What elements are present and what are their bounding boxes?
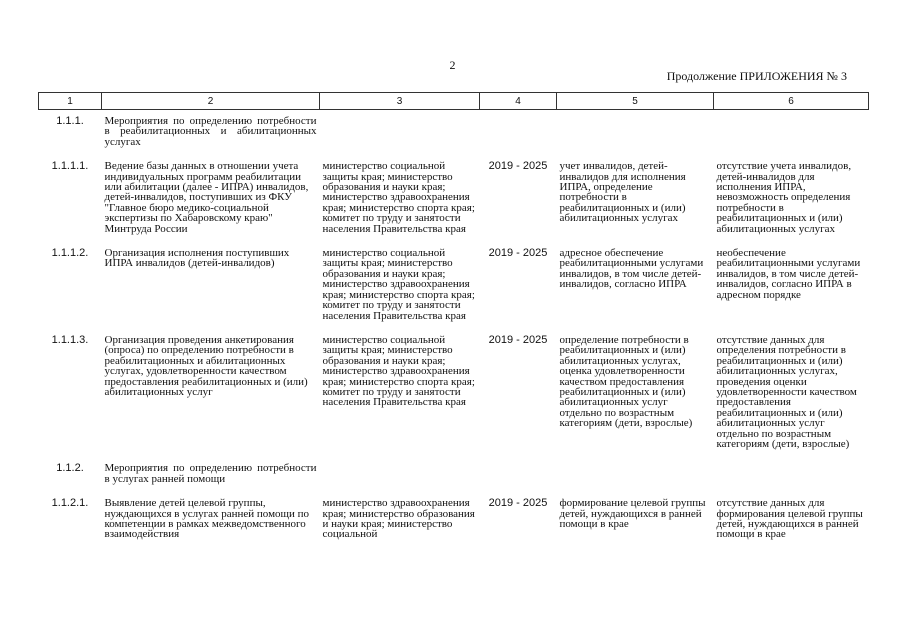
measure-title: Организация проведения анкетирования (опроса) по определению потребности в реабилитационных и абилитационных услугах, удовлетворенности качеством предоставления реабилитационных и (или) абилитационных услуг xyxy=(104,333,308,398)
appendix-continuation: Продолжение ПРИЛОЖЕНИЯ № 3 xyxy=(666,69,847,83)
row-number: 1.1.2. xyxy=(56,462,84,475)
expected-result: учет инвалидов, детей-инвалидов для исполнения ИПРА, определение потребности в реабилитационных и (или) абилитационных услугах xyxy=(559,160,686,225)
consequence: отсутствие учета инвалидов, детей-инвалидов для исполнения ИПРА, невозможность определения потребности в реабилитационных и (или) абилитационных услугах xyxy=(716,160,852,235)
column-header: 5 xyxy=(557,93,714,110)
table-header-row xyxy=(39,93,869,110)
expected-result xyxy=(557,110,714,162)
table-row xyxy=(39,498,869,554)
measures-table xyxy=(38,92,869,554)
row-number: 1.1.1.3. xyxy=(51,333,89,346)
row-number: 1.1.1.2. xyxy=(51,247,89,260)
period: 2019 - 2025 xyxy=(488,160,548,173)
table-row xyxy=(39,463,869,498)
column-header: 1 xyxy=(39,93,102,110)
measure-title: Ведение базы данных в отношении учета индивидуальных программ реабилитации или абилитации (далее - ИПРА) инвалидов, детей-инвалидов, поступивших из ФКУ "Главное бюро медико-социальной экспертизы по Хабаровскому краю" Минтруда России xyxy=(104,160,309,235)
column-header: 3 xyxy=(320,93,480,110)
expected-result: адресное обеспечение реабилитационными услугами инвалидов, в том числе детей-инвалидов, согласно ИПРА xyxy=(559,247,704,291)
row-number: 1.1.2.1. xyxy=(51,497,89,510)
period xyxy=(480,110,557,162)
period: 2019 - 2025 xyxy=(488,497,548,510)
period: 2019 - 2025 xyxy=(488,333,548,346)
table-row xyxy=(39,161,869,248)
table-row xyxy=(39,110,869,162)
table-row xyxy=(39,335,869,463)
executor: министерство социальной защиты края; министерство образования и науки края; министерство здравоохранения края; министерство спорта края; комитет по труду и занятости населения Правительства края xyxy=(322,160,475,235)
measure-title: Выявление детей целевой группы, нуждающихся в услугах ранней помощи по компетенции в рамках межведомственного взаимодействия xyxy=(104,497,310,541)
page-number: 2 xyxy=(449,58,456,72)
column-header: 6 xyxy=(714,93,869,110)
executor: министерство здравоохранения края; министерство образования и науки края; министерство социальной xyxy=(322,497,475,541)
consequence xyxy=(714,110,869,162)
executor: министерство социальной защиты края; министерство образования и науки края; министерство здравоохранения края; министерство спорта края; комитет по труду и занятости населения Правительства края xyxy=(322,333,475,409)
column-header: 4 xyxy=(480,93,557,110)
consequence: отсутствие данных для формирования целевой группы детей, нуждающихся в ранней помощи в крае xyxy=(716,497,863,541)
expected-result: определение потребности в реабилитационных и (или) абилитационных услугах, оценка удовлетворенности качеством предоставления реабилитационных и (или) абилитационных услуг отдельно по возрастным категориям (дети, взрослые) xyxy=(559,333,693,430)
expected-result: формирование целевой группы детей, нуждающихся в ранней помощи в крае xyxy=(559,497,706,530)
row-number: 1.1.1. xyxy=(56,115,84,127)
table-row xyxy=(39,248,869,335)
consequence xyxy=(714,463,869,498)
row-number: 1.1.1.1. xyxy=(51,160,89,173)
column-header: 2 xyxy=(102,93,320,110)
measure-title: Мероприятия по определению потребности в услугах ранней помощи xyxy=(104,462,317,485)
consequence: необеспечение реабилитационными услугами инвалидов, в том числе детей-инвалидов, согласно ИПРА в адресном порядке xyxy=(716,247,861,301)
period: 2019 - 2025 xyxy=(488,247,548,260)
executor: министерство социальной защиты края; министерство образования и науки края; министерство здравоохранения края; министерство спорта края; комитет по труду и занятости населения Правительства края xyxy=(322,247,475,322)
measure-title: Организация исполнения поступивших ИПРА инвалидов (детей-инвалидов) xyxy=(104,247,290,270)
expected-result xyxy=(557,463,714,498)
period xyxy=(480,463,557,498)
executor xyxy=(320,463,480,498)
executor xyxy=(320,110,480,162)
consequence: отсутствие данных для определения потребности в реабилитационных и (или) абилитационных услугах, проведения оценки удовлетворенности качеством предоставления реабилитационных и (или) абилитационных услуг отдельно по возрастным категориям (дети, взрослые) xyxy=(716,333,857,450)
measure-title: Мероприятия по определению потребности в реабилитационных и абилитационных услугах xyxy=(104,115,317,148)
